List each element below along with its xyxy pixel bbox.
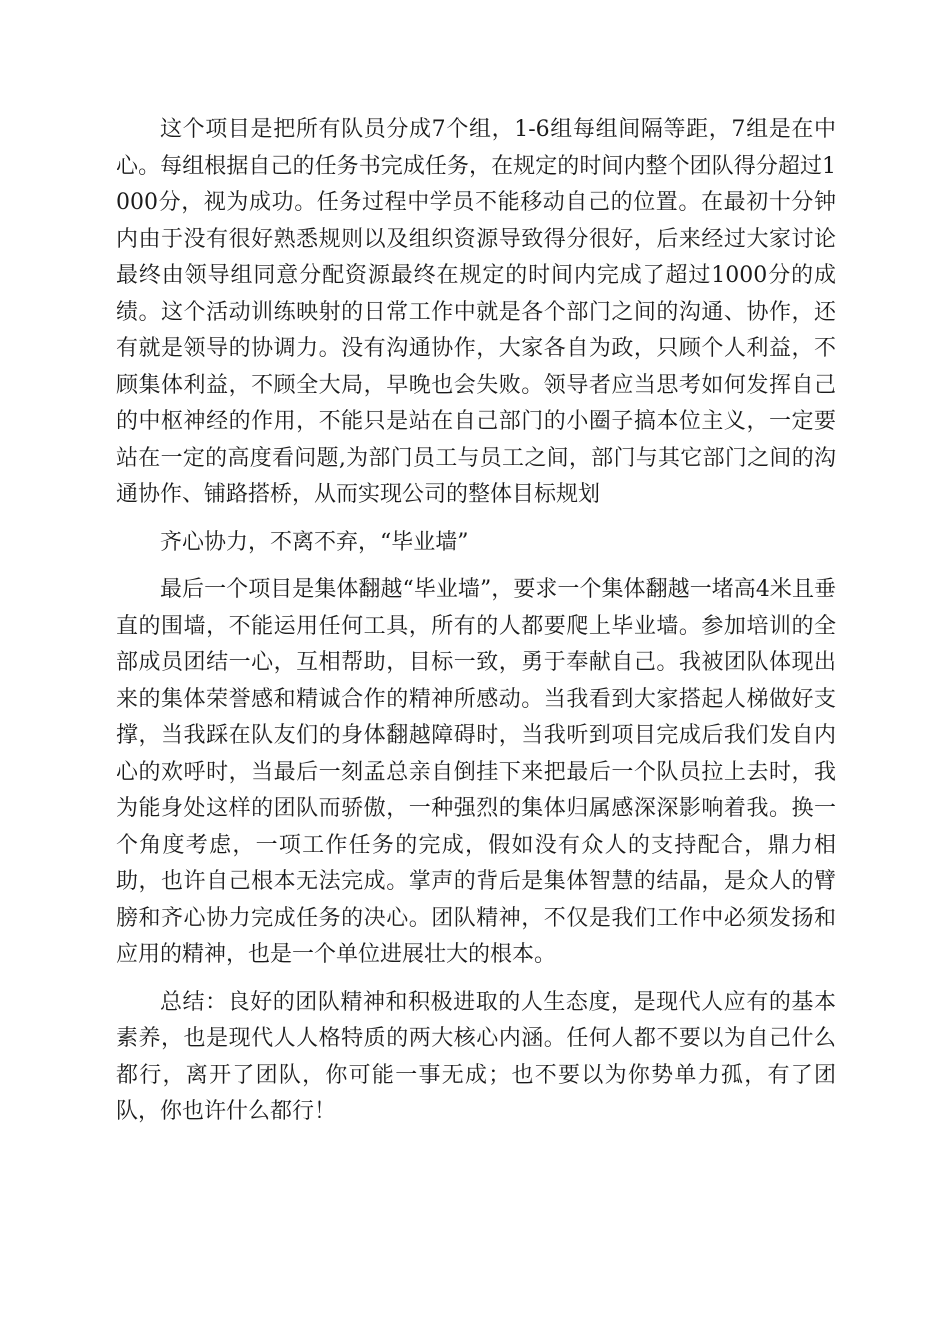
- paragraph-graduation-wall: 最后一个项目是集体翻越“毕业墙”，要求一个集体翻越一堵高4米且垂直的围墙，不能运用任何工具，所有的人都要爬上毕业墙。参加培训的全部成员团结一心，互相帮助，目标一致，勇于奉献自己。我被团队体现出来的集体荣誉感和精诚合作的精神所感动。当我看到大家搭起人梯做好支撑，当我踩在队友们的身体翻越障碍时，当我听到项目完成后我们发自内心的欢呼时，当最后一刻孟总亲自倒挂下来把最后一个队员拉上去时，我为能身处这样的团队而骄傲，一种强烈的集体归属感深深影响着我。换一个角度考虑，一项工作任务的完成，假如没有众人的支持配合，鼎力相助，也许自己根本无法完成。掌声的背后是集体智慧的结晶，是众人的臂膀和齐心协力完成任务的决心。团队精神，不仅是我们工作中必须发扬和应用的精神，也是一个单位进展壮大的根本。: [116, 577, 836, 967]
- paragraph-summary: 总结：良好的团队精神和积极进取的人生态度，是现代人应有的基本素养，也是现代人人格特质的两大核心内涵。任何人都不要以为自己什么都行，离开了团队，你可能一事无成；也不要以为你势单力孤，有了团队，你也许什么都行！: [116, 989, 836, 1124]
- section-heading-graduation-wall: 齐心协力，不离不弃，“毕业墙”: [160, 529, 469, 555]
- paragraph-project-groups: 这个项目是把所有队员分成7个组，1-6组每组间隔等距，7组是在中心。每组根据自己的任务书完成任务，在规定的时间内整个团队得分超过1000分，视为成功。任务过程中学员不能移动自己的位置。在最初十分钟内由于没有很好熟悉规则以及组织资源导致得分很好，后来经过大家讨论最终由领导组同意分配资源最终在规定的时间内完成了超过1000分的成绩。这个活动训练映射的日常工作中就是各个部门之间的沟通、协作，还有就是领导的协调力。没有沟通协作，大家各自为政，只顾个人利益，不顾集体利益，不顾全大局，早晚也会失败。领导者应当思考如何发挥自己的中枢神经的作用，不能只是站在自己部门的小圈子搞本位主义，一定要站在一定的高度看问题,为部门员工与员工之间，部门与其它部门之间的沟通协作、铺路搭桥，从而实现公司的整体目标规划: [116, 117, 836, 507]
- document-body: [116, 112, 836, 1142]
